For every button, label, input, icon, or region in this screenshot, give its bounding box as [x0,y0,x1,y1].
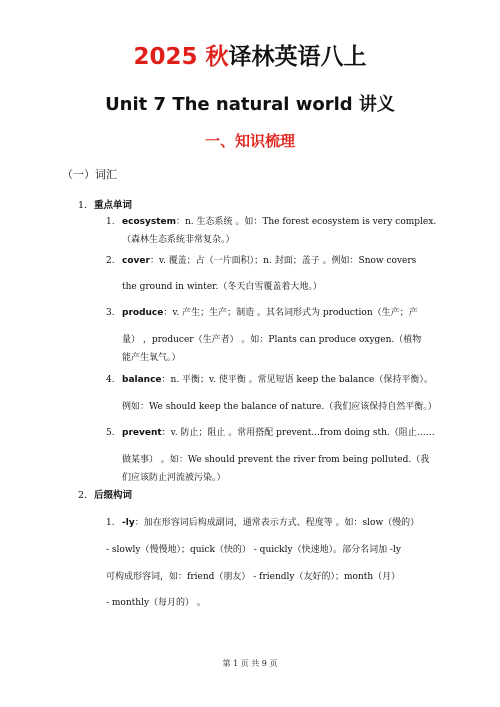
item-text: ：n. 平衡；v. 使平衡 。常见短语 keep the balance（保持平衡）。 [161,375,433,385]
page-footer: 第 1 页 共 9 页 [222,659,278,668]
item-number: 1. [106,217,115,227]
group-heading-key-words [78,197,132,211]
title-text: 译林英语八上 [228,44,367,70]
group-heading-suffix [78,487,132,501]
item-line: 能产生氧气。） [122,353,181,363]
item-line: the ground in winter.（冬天白雪覆盖着大地。） [122,282,322,292]
item-line: 做某事） 。如：We should prevent the river from being polluted.（我 [122,455,430,465]
item-line [122,374,452,386]
item-line: 们应该防止河流被污染。） [122,473,226,483]
item-text: ：v. 产生；生产；制造 。其名词形式为 production（生产；产 [163,308,418,318]
item-text: ：n. 生态系统 。如：The forest ecosystem is very complex. [176,217,437,227]
item-line: 例如：We should keep the balance of nature.（我们应该保持自然平衡。） [122,402,437,412]
item-line [122,307,452,319]
group-number: 2. [78,490,88,501]
section-heading: 一、知识梳理 [204,132,295,150]
item-term: balance [122,375,162,385]
item-term: cover [122,256,150,266]
vocabulary-heading: （一）词汇 [62,168,117,181]
item-term: prevent [122,428,162,438]
item-line: 可构成形容词，如：friend（朋友） - friendly（友好的）；month（月） [106,572,401,582]
group-label: 重点单词 [94,200,133,211]
item-number: 4. [106,375,115,385]
item-line [122,255,452,267]
item-number: 5. [106,428,115,438]
item-number: 1. [106,518,115,528]
item-number: 3. [106,308,115,318]
item-line: （森林生态系统非常复杂。） [122,235,235,245]
item-text: ：v. 防止；阻止 。常用搭配 prevent...from doing sth.（阻止…… [161,428,435,438]
item-number: 2. [106,256,115,266]
item-term: -ly [122,518,135,528]
page-title [0,38,500,71]
unit-subtitle: Unit 7 The natural world 讲义 [105,94,395,115]
item-line [122,517,452,529]
item-line [122,216,452,228]
item-line [122,427,452,439]
title-year: 2025 秋 [133,44,229,70]
item-text: ：加在形容词后构成副词，通常表示方式、程度等 。如：slow（慢的） [134,518,420,528]
group-number: 1. [78,200,88,211]
item-text: ：v. 覆盖；占（一片面积）；n. 封面；盖子 。例如：Snow covers [149,256,417,266]
item-term: produce [122,308,164,318]
item-line: - slowly（慢慢地）；quick（快的） - quickly（快速地）。部分名词加 -ly [106,545,401,555]
group-label: 后缀构词 [94,490,133,501]
item-term: ecosystem [122,217,176,227]
item-line: - monthly（每月的） 。 [106,598,206,608]
item-line: 量） ，producer（生产者） 。如：Plants can produce oxygen.（植物 [122,335,422,345]
